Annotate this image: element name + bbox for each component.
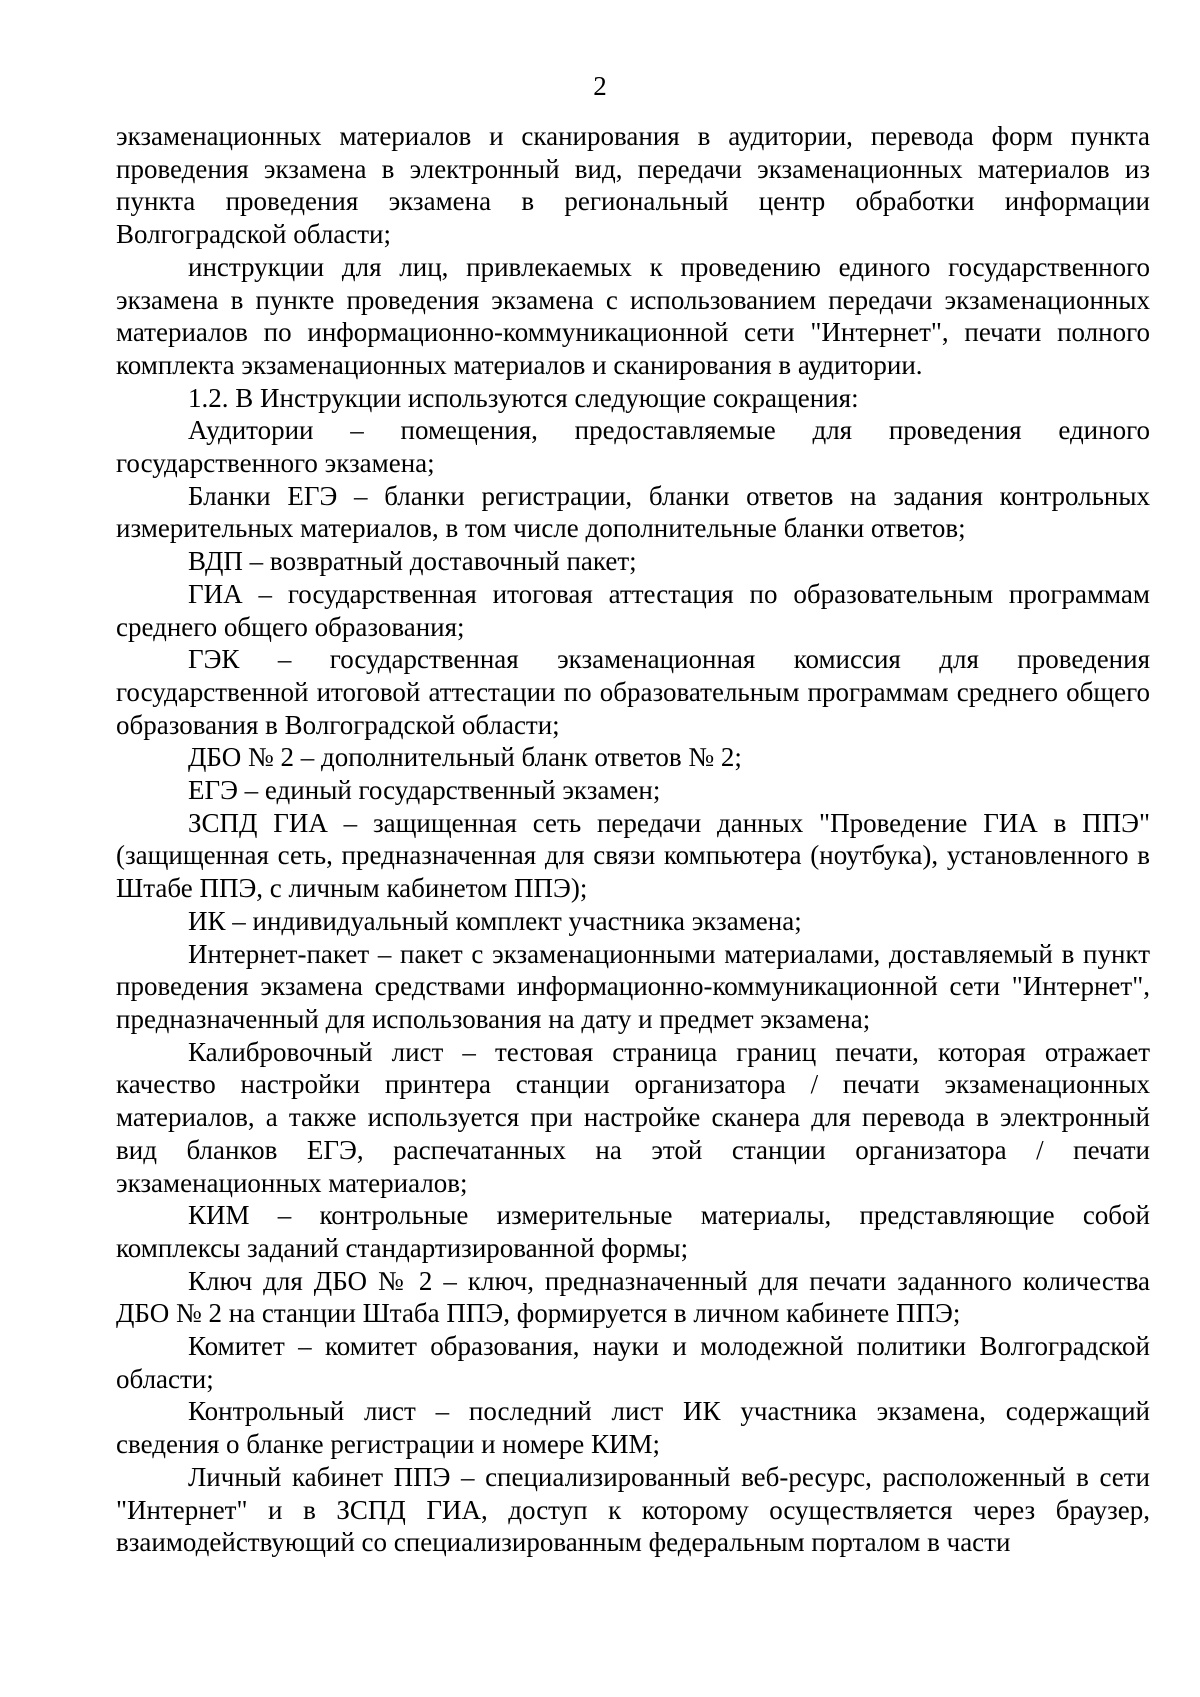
paragraph: ЗСПД ГИА – защищенная сеть передачи данных "Проведение ГИА в ППЭ" (защищенная сеть, предназначенная для связи компьютера (ноутбука), установленного в Штабе ППЭ, с личным кабинетом ППЭ); xyxy=(116,807,1150,904)
paragraph: ИК – индивидуальный комплект участника экзамена; xyxy=(188,905,802,936)
paragraph: ГИА – государственная итоговая аттестация по образовательным программам среднего общего образования; xyxy=(116,578,1150,642)
paragraph: Аудитории – помещения, предоставляемые для проведения единого государственного экзамена; xyxy=(116,415,1150,479)
paragraph: 1.2. В Инструкции используются следующие сокращения: xyxy=(188,382,859,413)
document-body xyxy=(116,120,1150,1559)
paragraph: Ключ для ДБО № 2 – ключ, предназначенный для печати заданного количества ДБО № 2 на станции Штаба ППЭ, формируется в личном кабинете ППЭ; xyxy=(116,1265,1150,1329)
page-number: 2 xyxy=(593,71,607,101)
paragraph: ВДП – возвратный доставочный пакет; xyxy=(188,546,637,577)
paragraph: ГЭК – государственная экзаменационная комиссия для проведения государственной итоговой аттестации по образовательным программам среднего общего образования в Волгоградской области; xyxy=(116,644,1150,740)
paragraph: ЕГЭ – единый государственный экзамен; xyxy=(188,775,661,806)
paragraph: Комитет – комитет образования, науки и молодежной политики Волгоградской области; xyxy=(116,1331,1150,1394)
paragraph: КИМ – контрольные измерительные материалы, представляющие собой комплексы заданий стандартизированной формы; xyxy=(116,1200,1150,1263)
paragraph: Контрольный лист – последний лист ИК участника экзамена, содержащий сведения о бланке регистрации и номере КИМ; xyxy=(116,1396,1150,1460)
paragraph: Бланки ЕГЭ – бланки регистрации, бланки ответов на задания контрольных измерительных материалов, в том числе дополнительные бланки ответов; xyxy=(116,480,1150,544)
paragraph: Интернет-пакет – пакет с экзаменационными материалами, доставляемый в пункт проведения экзамена средствами информационно-коммуникационной сети "Интернет", предназначенный для использования на дату и предмет экзамена; xyxy=(116,938,1150,1034)
paragraph: Личный кабинет ППЭ – специализированный веб-ресурс, расположенный в сети "Интернет" и в ЗСПД ГИА, доступ к которому осуществляется через браузер, взаимодействующий со специализированным федеральным порталом в части xyxy=(116,1461,1150,1558)
paragraph: ДБО № 2 – дополнительный бланк ответов № 2; xyxy=(188,742,742,773)
paragraph: Калибровочный лист – тестовая страница границ печати, которая отражает качество настройки принтера станции организатора / печати экзаменационных материалов, а также используется при настройке сканера для перевода в электронный вид бланков ЕГЭ, распечатанных на этой станции организатора / печати экзаменационных материалов; xyxy=(116,1036,1150,1198)
paragraph: инструкции для лиц, привлекаемых к проведению единого государственного экзамена в пункте проведения экзамена с использованием передачи экзаменационных материалов по информационно-коммуникационной сети "Интернет", печати полного комплекта экзаменационных материалов и сканирования в аудитории. xyxy=(116,251,1150,380)
paragraph: экзаменационных материалов и сканирования в аудитории, перевода форм пункта проведения экзамена в электронный вид, передачи экзаменационных материалов из пункта проведения экзамена в региональный центр обработки информации Волгоградской области; xyxy=(116,121,1150,250)
